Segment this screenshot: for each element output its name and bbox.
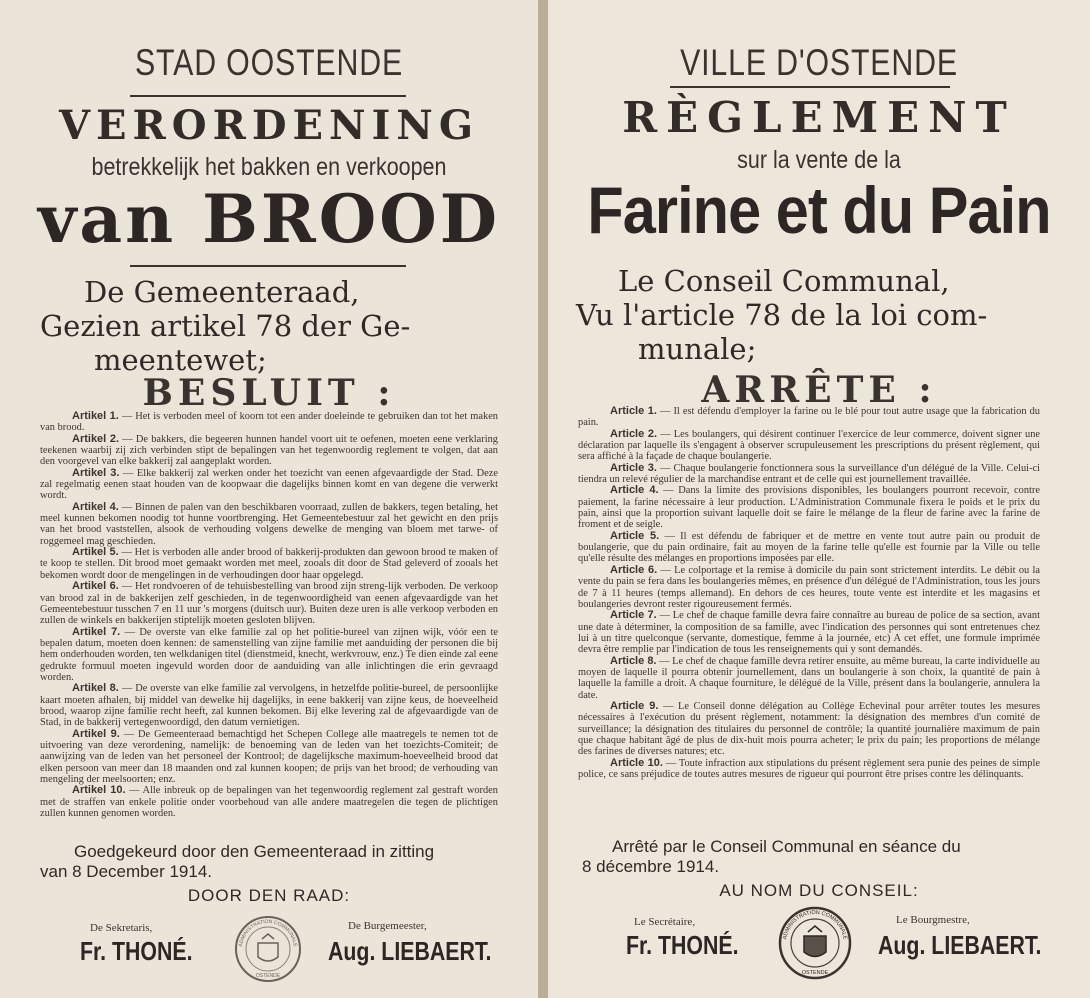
article-label: Article 3. <box>610 461 657 474</box>
mayor-name: Aug. LIEBAERT. <box>878 930 1042 960</box>
council-line: munale; <box>638 332 757 366</box>
mayor-role: De Burgemeester, <box>348 920 427 932</box>
articles-list <box>40 411 498 819</box>
decision-heading: ARRÊTE : <box>701 369 937 411</box>
article-label: Artikel 6. <box>72 580 119 593</box>
article-label: Artikel 3. <box>72 466 120 479</box>
article-text: — Il est défendu de fabriquer et de mettre en vente tout autre pain ou produit de boulangerie, que du pain ordinaire, fait au moyen de la farine telle qu'elle est fournie par la Ville ou telle qu'elle résulte des mélanges en proportions imposées par elle. <box>578 530 1040 565</box>
article-item <box>40 468 498 502</box>
article-label: Artikel 9. <box>72 727 120 740</box>
article-text: — Le chef de chaque famille devra faire connaître au bureau de police de sa section, avant une date à déterminer, la composition de sa famille, avec l'indication des personnes qui sont entretenues chez lui à un titre quelconque (servante, domestique, femme à la journée, etc) A cet effet, une formule imprimée devra être remplie par l'indication de tous les renseignements qui y sont demandés. <box>578 610 1040 656</box>
article-label: Article 10. <box>610 756 663 769</box>
mayor-name: Aug. LIEBAERT. <box>328 936 492 966</box>
article-item <box>578 531 1040 565</box>
poster-subject: van BROOD <box>38 180 500 258</box>
approval-line: Goedgekeurd door den Gemeenteraad in zitting <box>74 842 435 861</box>
article-item <box>40 627 498 684</box>
council-line: Vu l'article 78 de la loi com- <box>576 298 988 332</box>
approval-note <box>582 837 1052 877</box>
article-label: Article 7. <box>610 609 657 622</box>
article-text: — Le chef de chaque famille devra retirer ensuite, au même bureau, la carte individuelle au moyen de laquelle il pourra obtenir journellement, dans un boulangerie à son choix, la quantité de pain à laquelle la famille a droit. A chaque fourniture, le délégué de la Ville, présent dans la boulangerie, annulera la date. <box>578 655 1040 701</box>
municipal-seal-icon <box>778 906 852 980</box>
mayor-role: Le Bourgmestre, <box>896 914 970 926</box>
article-text: — Chaque boulangerie fonctionnera sous la surveillance d'un délégué de la Ville. Celui-ci tiendra un relevé régulier de la marchandise entrant et de celle qui est journellement travaillée. <box>578 462 1040 486</box>
seal-ring-text: ADMINISTRATION COMMUNALE <box>782 909 848 940</box>
secretary-role: Le Secrétaire, <box>634 916 696 928</box>
article-item <box>40 411 498 434</box>
secretary-name: Fr. THONÉ. <box>80 936 193 966</box>
council-line: Le Conseil Communal, <box>618 264 950 298</box>
seal-ring-text: ADMINISTRATION COMMUNALE <box>238 918 298 948</box>
poster-subtitle: sur la vente de la <box>737 146 901 174</box>
article-text: — De Gemeenteraad bemachtigd het Schepen College alle maatregels te nemen tot de uitvoering van deze verordening, namelijk: de benoeming van de leden van het toezichts-Comiteit; de aanwijzing van de leden van het personeel der Kontrool; de dagelijksche maximum-hoeveelheid brood dat elken persoon van meer dan 18 maanden ond zal kunnen koopen; de prijs van het brood; de verhouding van mengeling der meelsoorten; enz. <box>40 728 498 785</box>
approval-date: van 8 December 1914. <box>40 862 212 881</box>
article-text: — Binnen de palen van den beschikbaren voorraad, zullen de bakkers, tegen betaling, het meel kunnen bekomen noodig tot hunne voortbrenging. Het Gemeentebestuur zal het gewicht en den prijs van het brood vaststellen, alsook de verhouding volgens dewelke de menging van bloem met tarwe- of roggemeel mag geschieden. <box>40 501 498 547</box>
article-item <box>40 785 498 819</box>
council-preamble <box>576 264 1076 366</box>
french-poster <box>548 0 1090 998</box>
article-item <box>40 547 498 581</box>
city-heading: STAD OOSTENDE <box>134 42 404 83</box>
seal-city-text: OSTENDE <box>255 973 281 979</box>
article-label: Artikel 4. <box>72 500 119 513</box>
articles-list <box>578 406 1040 780</box>
article-label: Artikel 10. <box>72 784 126 797</box>
council-line: Gezien artikel 78 der Ge- <box>40 309 411 343</box>
article-text: — De overste van elke familie zal op het politie-bureel van zijnen wijk, vóór een te bepalen datum, moeten doen kennen: de samenstelling van zijne familie met aanduiding der personen die bij hem onderhouden worden, ten welkdanigen titel (dienstmeid, knecht, werkvrouw, enz.) Te dien einde zal eene gedrukte formuul moeten ingevuld worden door de aanduiding van alle inlichtingen die erin gevraagd worden. <box>40 626 499 683</box>
article-text: — Toute infraction aux stipulations du présent règlement sera punie des peines de simple police, ce sans préjudice de toutes autres mesures de rigueur qui pourront être prises contre les délinquants. <box>578 757 1040 780</box>
poster-title: RÈGLEMENT <box>622 93 1016 142</box>
divider <box>670 86 950 88</box>
article-text: — Het is verboden meel of koorn tot een ander doeleinde te gebruiken dan tot het maken van brood. <box>40 411 498 434</box>
article-item <box>40 434 498 468</box>
article-label: Article 8. <box>610 654 657 667</box>
secretary-role: De Sekretaris, <box>90 922 153 934</box>
article-item <box>578 463 1040 486</box>
article-label: Artikel 5. <box>72 546 119 559</box>
article-label: Article 1. <box>610 405 657 417</box>
approval-note <box>40 842 500 882</box>
council-preamble <box>40 275 510 377</box>
article-text: — Le colportage et la remise à domicile du pain sont strictement interdits. Le débit ou la vente du pain se fera dans les boulangeries mêmes, en présence d'un délégué de l'Administration, tous les jours de 7 à 11 heures (temps allemand). En dehors de ces heures, toute vente est interdite et les magasins et boulangeries devront rester rigoureusement fermés. <box>578 564 1040 610</box>
seal-city-text: OSTENDE <box>801 970 829 976</box>
article-label: Article 2. <box>610 427 658 440</box>
article-item <box>578 758 1040 781</box>
article-item <box>578 701 1040 758</box>
divider <box>130 265 406 267</box>
municipal-seal-icon <box>234 915 302 983</box>
secretary-name: Fr. THONÉ. <box>626 930 739 960</box>
article-label: Artikel 2. <box>72 432 120 445</box>
article-label: Article 6. <box>610 563 658 576</box>
approval-line: Arrêté par le Conseil Communal en séance du <box>612 837 961 856</box>
article-text: — Elke bakkerij zal werken onder het toezicht van eenen afgevaardigde der Stad. Deze zal regelmatig eenen staat houden van de koopwaar die dagelijks binnen komt en van degene die verwerkt wordt. <box>40 467 498 502</box>
council-line: meentewet; <box>94 343 267 377</box>
poster-gap <box>538 0 548 998</box>
article-text: — Les boulangers, qui désirent continuer l'exercice de leur commerce, doivent signer une déclaration par laquelle ils s'engagent à observer scrupuleusement les prescriptions du présent règlement, qui sera affiché à la façade de chaque boulangerie. <box>578 428 1040 463</box>
article-text: — De overste van elke familie zal vervolgens, in hetzelfde politie-bureel, de persoonlijke kaart moeten afhalen, bij middel van dewelke hij dagelijks, in eene bakkerij van zijne keus, de hoeveelheid brood, waarop zijne familie recht heeft, zal kunnen bekomen. Bij elke levering zal de afgevaardigde van de Stad, in de bakkerij vertegenwoordigd, den datum vernietigen. <box>40 683 499 729</box>
article-label: Article 4. <box>610 484 659 497</box>
poster-subject: Farine et du Pain <box>587 173 1051 247</box>
article-item <box>578 656 1040 701</box>
article-item <box>578 429 1040 463</box>
article-text: — Dans la limite des provisions disponibles, les boulangers pourront recevoir, contre paiement, la farine nécessaire à leur production. L'Administration Communale fixera le poids et le prix du pain, ainsi que la proportion suivant laquelle doit se faire le mélange de la fleur de farine avec la farine de froment et de seigle. <box>578 485 1040 531</box>
poster-title: VERORDENING <box>58 102 480 149</box>
article-text: — Alle inbreuk op de bepalingen van het tegenwoordig reglement zal gestraft worden met de straffen van enkele politie onder voorbehoud van alle andere maatregelen die tegen de plichtigen zullen kunnen genomen worden. <box>40 785 498 820</box>
article-label: Article 9. <box>610 699 659 712</box>
article-item <box>40 581 498 626</box>
article-item <box>40 729 498 786</box>
council-line: De Gemeenteraad, <box>84 275 360 309</box>
article-label: Article 5. <box>610 529 660 542</box>
article-item <box>578 485 1040 530</box>
article-item <box>578 565 1040 610</box>
article-item <box>40 683 498 728</box>
dutch-poster <box>0 0 538 998</box>
article-text: — De bakkers, die begeeren hunnen handel voort uit te oefenen, moeten eene verklaring teekenen waarbij zij zich verbinden stipt de bepalingen van het tegenwoordig reglement te volgen, dat aan den voorgevel van elke bakkerij zal aangeplakt worden. <box>40 433 499 468</box>
article-text: — Le Conseil donne délégation au Collège Echevinal pour arrêter toutes les mesures nécessaires à l'exécution du présent règlement, notamment: la désignation des membres d'un comité de surveillance; la désignation des titulaires du personnel de contrôle; la quantité journalière maximum de pain que chaque habitant âgé de plus de dix-huit mois pourra acheter; le prix du pain; les proportions de mélange des farines de diverses natures; etc. <box>578 700 1040 758</box>
article-item <box>578 610 1040 655</box>
council-signature-heading: AU NOM DU CONSEIL: <box>719 881 919 900</box>
article-label: Artikel 8. <box>72 682 119 695</box>
divider <box>130 95 406 97</box>
article-text: — Il est défendu d'employer la farine ou le blé pour tout autre usage que la fabrication du pain. <box>578 406 1040 429</box>
article-label: Artikel 7. <box>72 625 121 638</box>
article-item <box>40 502 498 547</box>
article-label: Artikel 1. <box>72 410 119 422</box>
article-text: — Het rondvoeren of de tehuisbestelling van brood zijn streng-lijk verboden. De verkoop van brood zal in de bakkerijen zelf geschieden, in de tegenwoordigheid van eenen afgevaardigde van het Gemeentebestuur tusschen 7 en 11 uur 's morgens (duitsch uur). Buiten deze uren is alle verkoop verboden en zullen de winkels en bakkerijen stiptelijk moeten gesloten blijven. <box>40 581 498 627</box>
city-heading: VILLE D'OSTENDE <box>680 42 958 83</box>
approval-date: 8 décembre 1914. <box>582 857 720 876</box>
poster-subtitle: betrekkelijk het bakken en verkoopen <box>91 153 447 181</box>
decision-heading: BESLUIT : <box>142 372 396 414</box>
article-text: — Het is verboden alle ander brood of bakkerij-produkten dan gewoon brood te maken of te koop te stellen. Dit brood moet gemaakt worden met meel, zooals dit door de Stad geleverd of zooals het bekomen wordt door de mengelingen in de verhoudingen door haar opgelegd. <box>40 547 498 581</box>
article-item <box>578 406 1040 429</box>
council-signature-heading: DOOR DEN RAAD: <box>187 886 351 905</box>
